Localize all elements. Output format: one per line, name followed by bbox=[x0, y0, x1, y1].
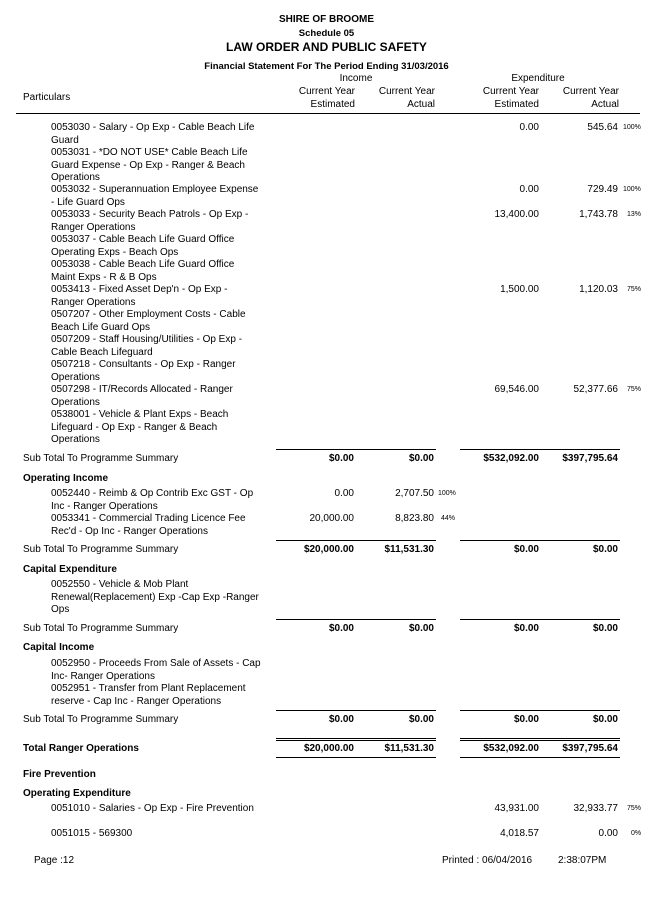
line-item-desc: 0051010 - Salaries - Op Exp - Fire Prevention bbox=[51, 803, 254, 814]
total-exp-est: $532,092.00 bbox=[483, 743, 539, 754]
subtotal-inc-act: $11,531.30 bbox=[384, 544, 434, 555]
total-rule-income-top2 bbox=[276, 740, 436, 741]
line-item-desc: 0052950 - Proceeds From Sale of Assets - Cap Inc- Ranger Operations bbox=[51, 658, 261, 682]
exp-pct: 75% bbox=[627, 286, 642, 293]
exp-est-value: 1,500.00 bbox=[500, 284, 539, 295]
subtotal-label: Sub Total To Programme Summary bbox=[23, 544, 179, 555]
section-title-op-income: Operating Income bbox=[23, 473, 109, 484]
income-group-header: Income bbox=[339, 73, 373, 84]
line-item-desc: 0507209 - Staff Housing/Utilities - Op Exp - Cable Beach Lifeguard bbox=[51, 334, 243, 358]
subtotal-rule-exp bbox=[460, 619, 620, 620]
exp-act-value: 0.00 bbox=[598, 828, 618, 839]
section-title-cap-income: Capital Income bbox=[23, 642, 95, 653]
subtotal-inc-act: $0.00 bbox=[408, 623, 434, 634]
org-name: SHIRE OF BROOME bbox=[278, 14, 374, 25]
exp-act-value: 32,933.77 bbox=[573, 803, 618, 814]
line-item-desc: 0052951 - Transfer from Plant Replacement reserve - Cap Inc - Ranger Operations bbox=[51, 683, 246, 707]
total-inc-est: $20,000.00 bbox=[303, 743, 354, 754]
subtotal-inc-est: $0.00 bbox=[328, 714, 354, 725]
subtotal-exp-act: $0.00 bbox=[592, 714, 618, 725]
total-label: Total Ranger Operations bbox=[23, 743, 139, 754]
particulars-header: Particulars bbox=[23, 92, 71, 103]
subtotal-exp-act: $397,795.64 bbox=[562, 453, 618, 464]
inc-pct: 100% bbox=[438, 490, 456, 497]
exp-act-value: 729.49 bbox=[587, 184, 618, 195]
subtotal-exp-act: $0.00 bbox=[592, 623, 618, 634]
section-title-fire: Fire Prevention bbox=[23, 769, 96, 780]
subtotal-exp-est: $0.00 bbox=[513, 544, 539, 555]
subtotal-label: Sub Total To Programme Summary bbox=[23, 453, 179, 464]
page-number: Page :12 bbox=[34, 855, 75, 866]
inc-est-header-1: Current Year bbox=[298, 86, 355, 97]
subtotal-rule-income bbox=[276, 619, 436, 620]
subtotal-exp-est: $0.00 bbox=[513, 714, 539, 725]
expenditure-group-header: Expenditure bbox=[511, 73, 565, 84]
exp-act-value: 1,120.03 bbox=[579, 284, 618, 295]
header-rule bbox=[16, 113, 640, 114]
subtotal-inc-est: $0.00 bbox=[328, 453, 354, 464]
report-subtitle: Financial Statement For The Period Ending 31/03/2016 bbox=[204, 61, 449, 72]
exp-pct: 13% bbox=[627, 211, 642, 218]
exp-act-value: 1,743.78 bbox=[579, 209, 618, 220]
section-title-fire-op-exp: Operating Expenditure bbox=[23, 788, 131, 799]
total-rule-exp-top2 bbox=[460, 740, 620, 741]
line-item-desc: 0538001 - Vehicle & Plant Exps - Beach Lifeguard - Op Exp - Ranger & Beach Operations bbox=[51, 409, 229, 445]
inc-act-value: 8,823.80 bbox=[395, 513, 434, 524]
subtotal-inc-act: $0.00 bbox=[408, 453, 434, 464]
subtotal-rule-income bbox=[276, 710, 436, 711]
exp-pct: 0% bbox=[631, 830, 642, 837]
total-rule-exp-top bbox=[460, 738, 620, 739]
section-title-cap-exp: Capital Expenditure bbox=[23, 564, 117, 575]
subtotal-rule-income bbox=[276, 449, 436, 450]
line-item-desc: 0053030 - Salary - Op Exp - Cable Beach Life Guard bbox=[51, 122, 255, 146]
subtotal-exp-est: $532,092.00 bbox=[483, 453, 539, 464]
exp-act-value: 545.64 bbox=[587, 122, 618, 133]
subtotal-exp-est: $0.00 bbox=[513, 623, 539, 634]
line-item-desc: 0507218 - Consultants - Op Exp - Ranger Operations bbox=[51, 359, 236, 383]
total-exp-act: $397,795.64 bbox=[562, 743, 618, 754]
inc-act-value: 2,707.50 bbox=[395, 488, 434, 499]
line-item-desc: 0053341 - Commercial Trading Licence Fee Rec'd - Op Inc - Ranger Operations bbox=[51, 513, 246, 537]
subtotal-inc-est: $0.00 bbox=[328, 623, 354, 634]
inc-est-header-2: Estimated bbox=[310, 99, 355, 110]
report-title: LAW ORDER AND PUBLIC SAFETY bbox=[226, 40, 427, 54]
exp-pct: 75% bbox=[627, 805, 642, 812]
inc-pct: 44% bbox=[441, 515, 456, 522]
subtotal-inc-est: $20,000.00 bbox=[303, 544, 354, 555]
printed-time: 2:38:07PM bbox=[558, 855, 607, 866]
exp-est-value: 0.00 bbox=[519, 184, 539, 195]
total-inc-act: $11,531.30 bbox=[384, 743, 434, 754]
total-rule-income-top bbox=[276, 738, 436, 739]
subtotal-inc-act: $0.00 bbox=[408, 714, 434, 725]
line-item-desc: 0053033 - Security Beach Patrols - Op Exp - Ranger Operations bbox=[51, 209, 249, 233]
line-item-desc: 0053413 - Fixed Asset Dep'n - Op Exp - Ranger Operations bbox=[51, 284, 228, 308]
line-item-desc: 0051015 - 569300 bbox=[51, 828, 133, 839]
exp-pct: 100% bbox=[623, 124, 641, 131]
subtotal-rule-exp bbox=[460, 540, 620, 541]
printed-date: Printed : 06/04/2016 bbox=[442, 855, 533, 866]
line-item-desc: 0053038 - Cable Beach Life Guard Office Maint Exps - R & B Ops bbox=[51, 259, 235, 283]
subtotal-exp-act: $0.00 bbox=[592, 544, 618, 555]
exp-est-value: 0.00 bbox=[519, 122, 539, 133]
inc-est-value: 20,000.00 bbox=[309, 513, 354, 524]
exp-est-value: 4,018.57 bbox=[500, 828, 539, 839]
exp-est-value: 13,400.00 bbox=[494, 209, 539, 220]
subtotal-label: Sub Total To Programme Summary bbox=[23, 623, 179, 634]
line-item-desc: 0053031 - *DO NOT USE* Cable Beach Life Guard Expense - Op Exp - Ranger & Beach Operations bbox=[51, 147, 248, 183]
line-item-desc: 0052550 - Vehicle & Mob Plant Renewal(Replacement) Exp -Cap Exp -Ranger Ops bbox=[51, 579, 259, 615]
exp-act-header-1: Current Year bbox=[562, 86, 619, 97]
line-item-desc: 0053037 - Cable Beach Life Guard Office Operating Exps - Beach Ops bbox=[51, 234, 235, 258]
exp-pct: 100% bbox=[623, 186, 641, 193]
line-item-desc: 0507298 - IT/Records Allocated - Ranger Operations bbox=[51, 384, 233, 408]
exp-est-header-1: Current Year bbox=[482, 86, 539, 97]
exp-act-value: 52,377.66 bbox=[573, 384, 618, 395]
exp-act-header-2: Actual bbox=[591, 99, 619, 110]
inc-est-value: 0.00 bbox=[334, 488, 354, 499]
subtotal-rule-income bbox=[276, 540, 436, 541]
inc-act-header-1: Current Year bbox=[378, 86, 435, 97]
total-rule-income-bottom bbox=[276, 757, 436, 758]
line-item-desc: 0507207 - Other Employment Costs - Cable Beach Life Guard Ops bbox=[51, 309, 246, 333]
line-item-desc: 0053032 - Superannuation Employee Expense - Life Guard Ops bbox=[51, 184, 259, 208]
subtotal-label: Sub Total To Programme Summary bbox=[23, 714, 179, 725]
exp-est-value: 69,546.00 bbox=[494, 384, 539, 395]
schedule-label: Schedule 05 bbox=[298, 28, 355, 39]
subtotal-rule-exp bbox=[460, 710, 620, 711]
exp-est-value: 43,931.00 bbox=[494, 803, 539, 814]
exp-pct: 75% bbox=[627, 386, 642, 393]
exp-est-header-2: Estimated bbox=[494, 99, 539, 110]
total-rule-exp-bottom bbox=[460, 757, 620, 758]
inc-act-header-2: Actual bbox=[407, 99, 435, 110]
subtotal-rule-exp bbox=[460, 449, 620, 450]
line-item-desc: 0052440 - Reimb & Op Contrib Exc GST - Op Inc - Ranger Operations bbox=[51, 488, 254, 512]
